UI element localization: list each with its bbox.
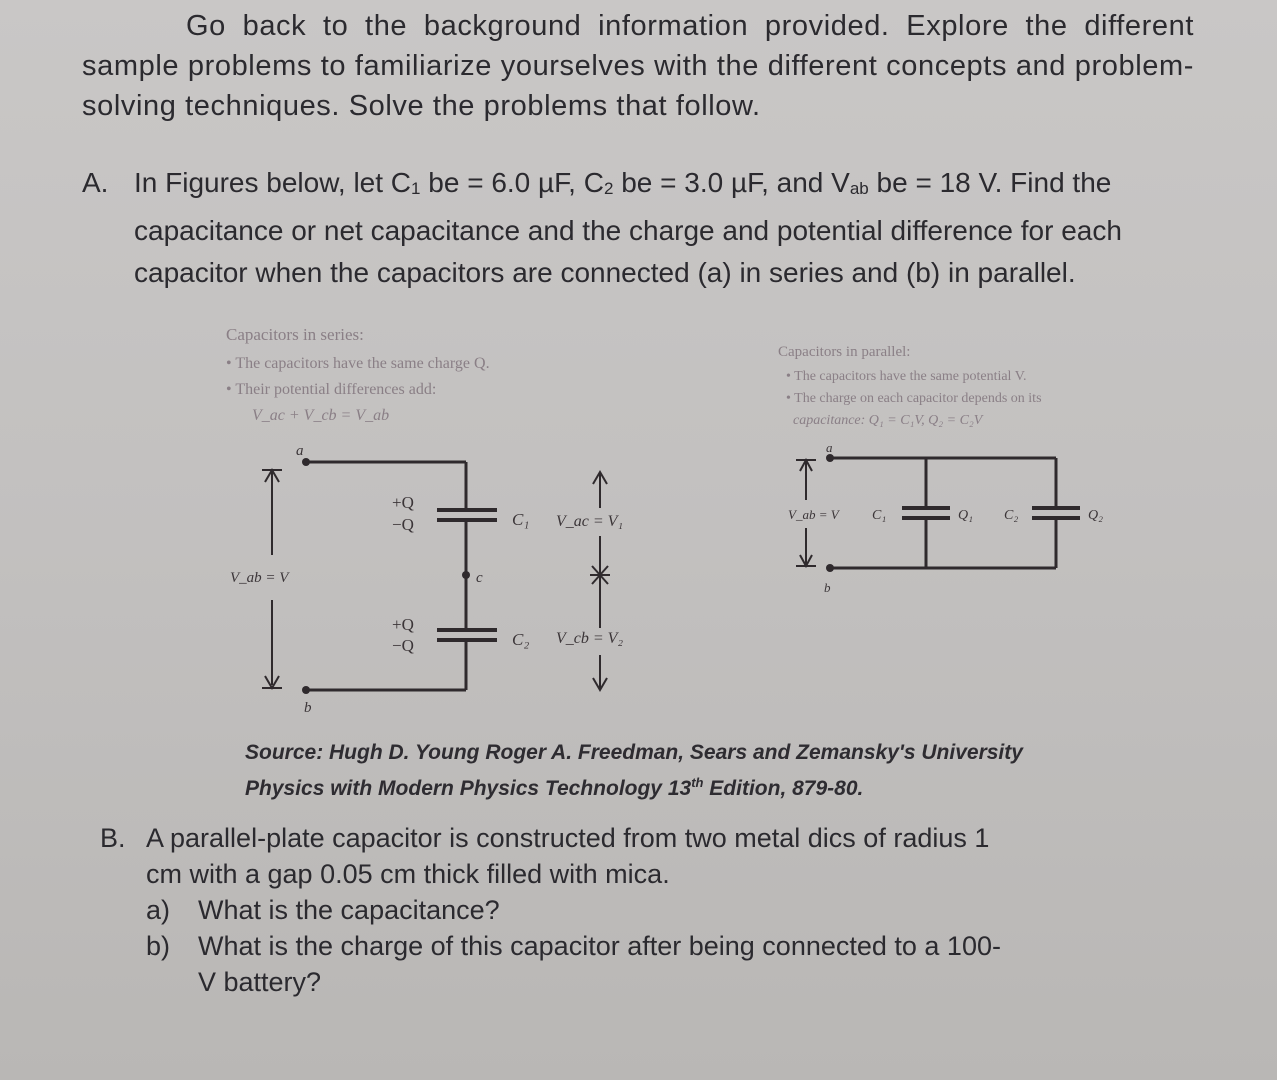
parallel-node-b: b (824, 580, 831, 595)
parallel-caption (778, 344, 1042, 428)
node-a-dot (302, 458, 310, 466)
parallel-c1-label: C₁ (872, 508, 887, 523)
problem-b-part-a (146, 892, 1190, 928)
c2-plus-q: +Q (392, 615, 414, 634)
problem-b-line-2: cm with a gap 0.05 cm thick filled with mica. (146, 859, 670, 889)
series-equation: V_ac + V_cb = V_ab (252, 407, 390, 424)
series-caption (226, 325, 490, 424)
parallel-node-a: a (826, 440, 833, 455)
part-b-text-1: What is the charge of this capacitor after being connected to a 100- (198, 931, 1001, 961)
source-line-1: Source: Hugh D. Young Roger A. Freedman, Sears and Zemansky's University (245, 741, 1023, 764)
subscript: 2 (603, 179, 614, 198)
c1-plus-q: +Q (392, 493, 414, 512)
parallel-q1-label: Q₁ (958, 508, 973, 523)
parallel-bullet-1: • The capacitors have the same potential V. (786, 369, 1027, 384)
problem-a-text-part: be = 6.0 µF, C (420, 167, 604, 198)
problem-a-text-part: be = 3.0 µF, and V (613, 167, 850, 198)
parallel-c2-label: C₂ (1004, 508, 1019, 523)
part-a-text: What is the capacitance? (198, 895, 500, 925)
subscript: ab (849, 179, 869, 198)
parallel-bullet-2b: capacitance: Q₁ = C₁V, Q₂ = C₂V (793, 413, 983, 428)
subscript: 1 (411, 179, 421, 198)
problem-b (100, 820, 1190, 1000)
vac-label: V_ac = V₁ (556, 513, 624, 530)
series-node-a: a (296, 443, 304, 459)
node-c-dot (462, 571, 470, 579)
c2-minus-q: −Q (392, 636, 414, 655)
problem-b-label: B. (100, 823, 126, 853)
problem-a-text-part: In Figures below, let C (134, 167, 412, 198)
parallel-node-b-dot (826, 564, 834, 572)
source-citation (245, 738, 1175, 804)
c1-minus-q: −Q (392, 515, 414, 534)
part-b-label: b) (146, 931, 171, 961)
parallel-node-a-dot (826, 454, 834, 462)
problem-b-line-1: A parallel-plate capacitor is constructed from two metal dics of radius 1 (146, 823, 990, 853)
parallel-vab-label: V_ab = V (788, 507, 839, 522)
series-vab-label: V_ab = V (230, 570, 289, 586)
superscript: th (691, 775, 704, 790)
problem-a-label: A. (82, 167, 109, 198)
problem-b-part-b (146, 928, 1190, 1000)
series-heading: Capacitors in series: (226, 325, 364, 344)
series-node-c: c (476, 570, 483, 586)
series-bullet-1: • The capacitors have the same charge Q. (226, 355, 490, 372)
part-b-text-2: V battery? (198, 967, 322, 997)
c2-label: C₂ (512, 630, 530, 649)
parallel-circuit (830, 458, 1080, 568)
node-b-dot (302, 686, 310, 694)
parallel-heading: Capacitors in parallel: (778, 344, 911, 360)
part-a-label: a) (146, 895, 171, 925)
c1-label: C₁ (512, 510, 530, 529)
intro-text: Go back to the background information provided. Explore the different sample problems to familiarize yourselves with the different concepts and problem-solving techniques. Solve the problems that follow. (82, 10, 1194, 122)
vcb-label: V_cb = V₂ (556, 630, 624, 647)
source-text: Physics with Modern Physics Technology 13 (245, 777, 692, 800)
source-text: Edition, 879-80. (703, 777, 864, 800)
series-node-b: b (304, 700, 312, 716)
source-line-2 (245, 768, 1175, 804)
series-bullet-2: • Their potential differences add: (226, 381, 437, 398)
problem-a-text-part: be = 18 V. Find the capacitance or net capacitance and the charge and potential difference for each capacitor when the capacitors are connected (a) in series and (b) in parallel. (134, 167, 1122, 288)
parallel-bullet-2: • The charge on each capacitor depends on its (786, 391, 1042, 406)
series-v1-v2-arrows (590, 472, 610, 690)
parallel-q2-label: Q₂ (1088, 508, 1103, 523)
